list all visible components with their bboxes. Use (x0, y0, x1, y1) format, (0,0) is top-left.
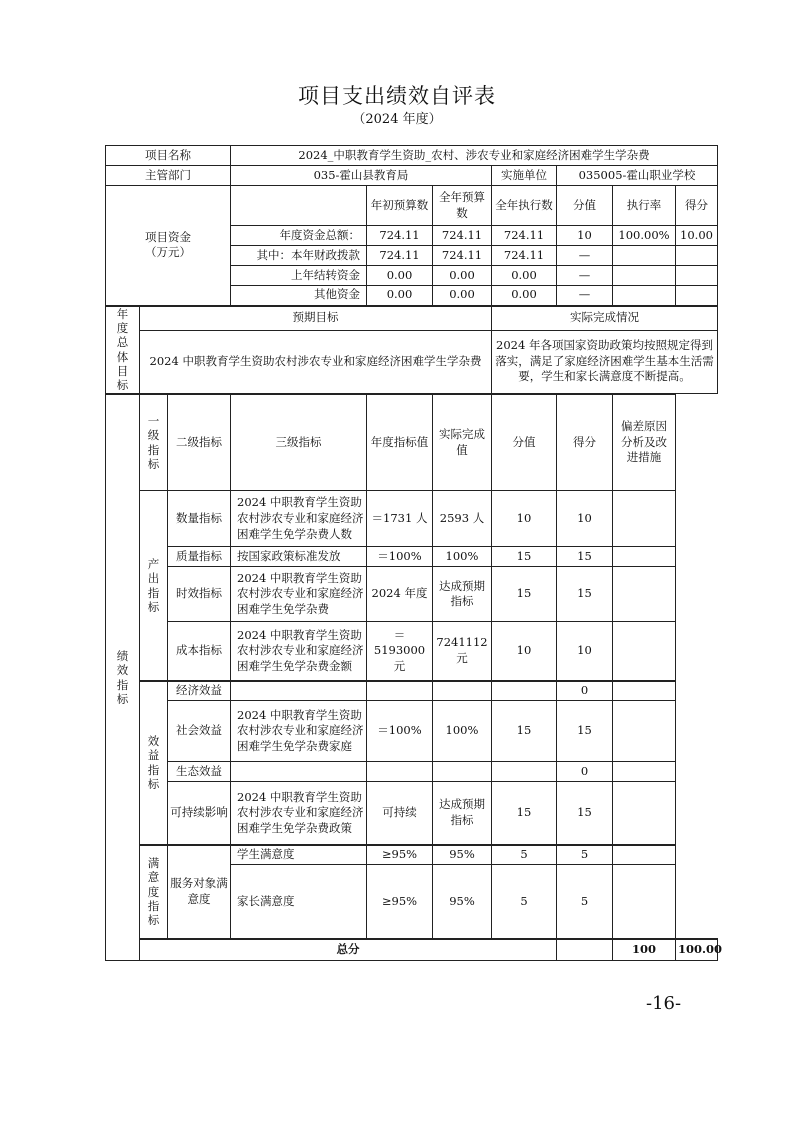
indicator-score: 5 (557, 865, 613, 939)
funds-header-exec: 全年执行数 (492, 186, 557, 226)
funds-row-name: 年度资金总额： (231, 226, 367, 246)
indicator-actual: 达成预期指标 (433, 567, 492, 622)
indicator-score-value: 15 (492, 567, 557, 622)
funds-row-init: 0.00 (367, 286, 433, 306)
indicator-target: ＝100% (367, 547, 433, 567)
indicator-reason (613, 567, 676, 622)
indicator-reason (613, 865, 676, 939)
indicator-score-value: 15 (492, 701, 557, 762)
indicator-row (106, 491, 718, 547)
indicator-score: 5 (557, 845, 613, 865)
row-goals-header (106, 306, 718, 331)
indicator-row (106, 547, 718, 567)
funds-row-full: 0.00 (433, 266, 492, 286)
row-funds-header (106, 186, 718, 226)
indicators-label: 绩效指标 (116, 648, 129, 706)
header-reason: 偏差原因分析及改进措施 (613, 394, 676, 491)
indicator-score: 15 (557, 701, 613, 762)
funds-header-blank (231, 186, 367, 226)
indicator-row (106, 782, 718, 845)
funds-row-name: 其中：本年财政拨款 (231, 246, 367, 266)
funds-header-score: 得分 (676, 186, 718, 226)
total-blank (557, 939, 613, 961)
indicator-reason (613, 622, 676, 681)
indicator-l2: 可持续影响 (168, 782, 231, 845)
funds-row-init: 724.11 (367, 226, 433, 246)
funds-row-full: 724.11 (433, 226, 492, 246)
indicator-target: ＝ 5193000 元 (367, 622, 433, 681)
total-score-value: 100 (613, 939, 676, 961)
indicator-actual: 7241112 元 (433, 622, 492, 681)
indicator-row (106, 845, 718, 865)
indicator-score-value: 5 (492, 865, 557, 939)
indicator-reason (613, 845, 676, 865)
funds-row-exec: 724.11 (492, 226, 557, 246)
indicator-target: ＝1731 人 (367, 491, 433, 547)
indicator-reason (613, 782, 676, 845)
indicator-score: 0 (557, 681, 613, 701)
funds-row-full: 0.00 (433, 286, 492, 306)
page-subtitle: （2024 年度） (352, 112, 442, 127)
indicator-target: ≥95% (367, 865, 433, 939)
funds-row-full: 724.11 (433, 246, 492, 266)
indicator-l3: 学生满意度 (231, 845, 367, 865)
output-label: 产出指标 (147, 556, 160, 614)
funds-row-rate: 100.00% (613, 226, 676, 246)
funds-row-name: 上年结转资金 (231, 266, 367, 286)
indicator-score-value (492, 681, 557, 701)
indicator-actual (433, 681, 492, 701)
indicator-reason (613, 701, 676, 762)
funds-row-score-value: — (557, 266, 613, 286)
header-level3: 三级指标 (231, 394, 367, 491)
indicator-score-value: 10 (492, 622, 557, 681)
indicator-target: 2024 年度 (367, 567, 433, 622)
funds-row-init: 724.11 (367, 246, 433, 266)
satisfaction-l2: 服务对象满意度 (168, 845, 231, 939)
goals-label: 年度总体目标 (116, 306, 129, 393)
row-total (106, 939, 718, 961)
row-indicators-header (106, 394, 718, 491)
project-name-label: 项目名称 (106, 146, 231, 166)
indicator-reason (613, 681, 676, 701)
indicator-score-value: 5 (492, 845, 557, 865)
indicator-row (106, 762, 718, 782)
indicator-target: ＝100% (367, 701, 433, 762)
indicator-l3: 2024 中职教育学生资助农村涉农专业和家庭经济困难学生免学杂费政策 (231, 782, 367, 845)
dept-label: 主管部门 (106, 166, 231, 186)
indicator-row (106, 567, 718, 622)
funds-row-score-value: — (557, 246, 613, 266)
indicator-l3: 家长满意度 (231, 865, 367, 939)
indicator-reason (613, 547, 676, 567)
indicator-score-value: 15 (492, 547, 557, 567)
indicator-l3: 按国家政策标准发放 (231, 547, 367, 567)
header-actual: 实际完成值 (433, 394, 492, 491)
indicator-l3: 2024 中职教育学生资助农村涉农专业和家庭经济困难学生免学杂费家庭 (231, 701, 367, 762)
goals-actual: 2024 年各项国家资助政策均按照规定得到落实，满足了家庭经济困难学生基本生活需要，学生和家长满意度不断提高。 (492, 330, 718, 394)
performance-table (105, 145, 723, 961)
funds-row-rate (613, 266, 676, 286)
row-department (106, 166, 718, 186)
header-level1: 一级指标 (147, 413, 160, 471)
satisfaction-label: 满意度指标 (147, 855, 160, 928)
indicator-row (106, 701, 718, 762)
funds-row-exec: 0.00 (492, 286, 557, 306)
funds-row-score (676, 286, 718, 306)
goals-expected: 2024 中职教育学生资助农村涉农专业和家庭经济困难学生学杂费 (140, 330, 492, 394)
indicator-score: 10 (557, 491, 613, 547)
goals-label-cell (106, 306, 140, 394)
satisfaction-label-cell (140, 845, 168, 939)
indicator-score: 15 (557, 547, 613, 567)
indicator-l3: 2024 中职教育学生资助农村涉农专业和家庭经济困难学生免学杂费金额 (231, 622, 367, 681)
indicator-row (106, 622, 718, 681)
unit-value: 035005-霍山职业学校 (557, 166, 718, 186)
indicator-actual: 100% (433, 547, 492, 567)
header-level1-cell (140, 394, 168, 491)
indicator-reason (613, 491, 676, 547)
indicator-l2: 成本指标 (168, 622, 231, 681)
funds-row-score: 10.00 (676, 226, 718, 246)
funds-header-init: 年初预算数 (367, 186, 433, 226)
output-label-cell (140, 491, 168, 681)
goals-expected-header: 预期目标 (140, 306, 492, 331)
indicator-l2: 经济效益 (168, 681, 231, 701)
indicator-l2: 数量指标 (168, 491, 231, 547)
funds-row-score-value: — (557, 286, 613, 306)
dept-value: 035-霍山县教育局 (231, 166, 492, 186)
total-label: 总分 (140, 939, 557, 961)
indicator-actual: 达成预期指标 (433, 782, 492, 845)
indicator-score: 10 (557, 622, 613, 681)
row-project-name (106, 146, 718, 166)
indicator-actual: 95% (433, 845, 492, 865)
indicator-l3 (231, 762, 367, 782)
indicator-actual: 100% (433, 701, 492, 762)
header-score: 得分 (557, 394, 613, 491)
indicator-score-value (492, 762, 557, 782)
project-name-value: 2024_中职教育学生资助_农村、涉农专业和家庭经济困难学生学杂费 (231, 146, 718, 166)
funds-row-init: 0.00 (367, 266, 433, 286)
funds-header-rate: 执行率 (613, 186, 676, 226)
funds-row-score (676, 266, 718, 286)
benefit-label: 效益指标 (147, 734, 160, 792)
indicator-l2: 质量指标 (168, 547, 231, 567)
funds-row-exec: 0.00 (492, 266, 557, 286)
row-goals-content (106, 330, 718, 394)
indicator-score-value: 10 (492, 491, 557, 547)
indicator-actual: 95% (433, 865, 492, 939)
indicator-reason (613, 762, 676, 782)
indicator-target: ≥95% (367, 845, 433, 865)
page-number: -16- (646, 993, 682, 1014)
indicator-target (367, 681, 433, 701)
funds-row-rate (613, 246, 676, 266)
indicator-score: 15 (557, 782, 613, 845)
total-score: 100.00 (676, 939, 718, 961)
indicator-l2: 社会效益 (168, 701, 231, 762)
indicator-target (367, 762, 433, 782)
indicator-actual: 2593 人 (433, 491, 492, 547)
funds-label: 项目资金 （万元） (106, 186, 231, 306)
indicator-target: 可持续 (367, 782, 433, 845)
indicators-label-cell (106, 394, 140, 961)
header-target: 年度指标值 (367, 394, 433, 491)
header-level2: 二级指标 (168, 394, 231, 491)
indicator-l2: 生态效益 (168, 762, 231, 782)
funds-row-score (676, 246, 718, 266)
indicator-l3: 2024 中职教育学生资助农村涉农专业和家庭经济困难学生免学杂费 (231, 567, 367, 622)
funds-row-rate (613, 286, 676, 306)
indicator-score: 0 (557, 762, 613, 782)
goals-actual-header: 实际完成情况 (492, 306, 718, 331)
indicator-l3: 2024 中职教育学生资助农村涉农专业和家庭经济困难学生免学杂费人数 (231, 491, 367, 547)
funds-row-name: 其他资金 (231, 286, 367, 306)
indicator-actual (433, 762, 492, 782)
funds-header-full: 全年预算数 (433, 186, 492, 226)
funds-header-score-value: 分值 (557, 186, 613, 226)
page-title: 项目支出绩效自评表 (298, 84, 496, 108)
funds-row-exec: 724.11 (492, 246, 557, 266)
indicator-row (106, 681, 718, 701)
indicator-score-value: 15 (492, 782, 557, 845)
indicator-score: 15 (557, 567, 613, 622)
benefit-label-cell (140, 681, 168, 845)
unit-label: 实施单位 (492, 166, 557, 186)
header-score-value: 分值 (492, 394, 557, 491)
indicator-l2: 时效指标 (168, 567, 231, 622)
indicator-l3 (231, 681, 367, 701)
funds-row-score-value: 10 (557, 226, 613, 246)
